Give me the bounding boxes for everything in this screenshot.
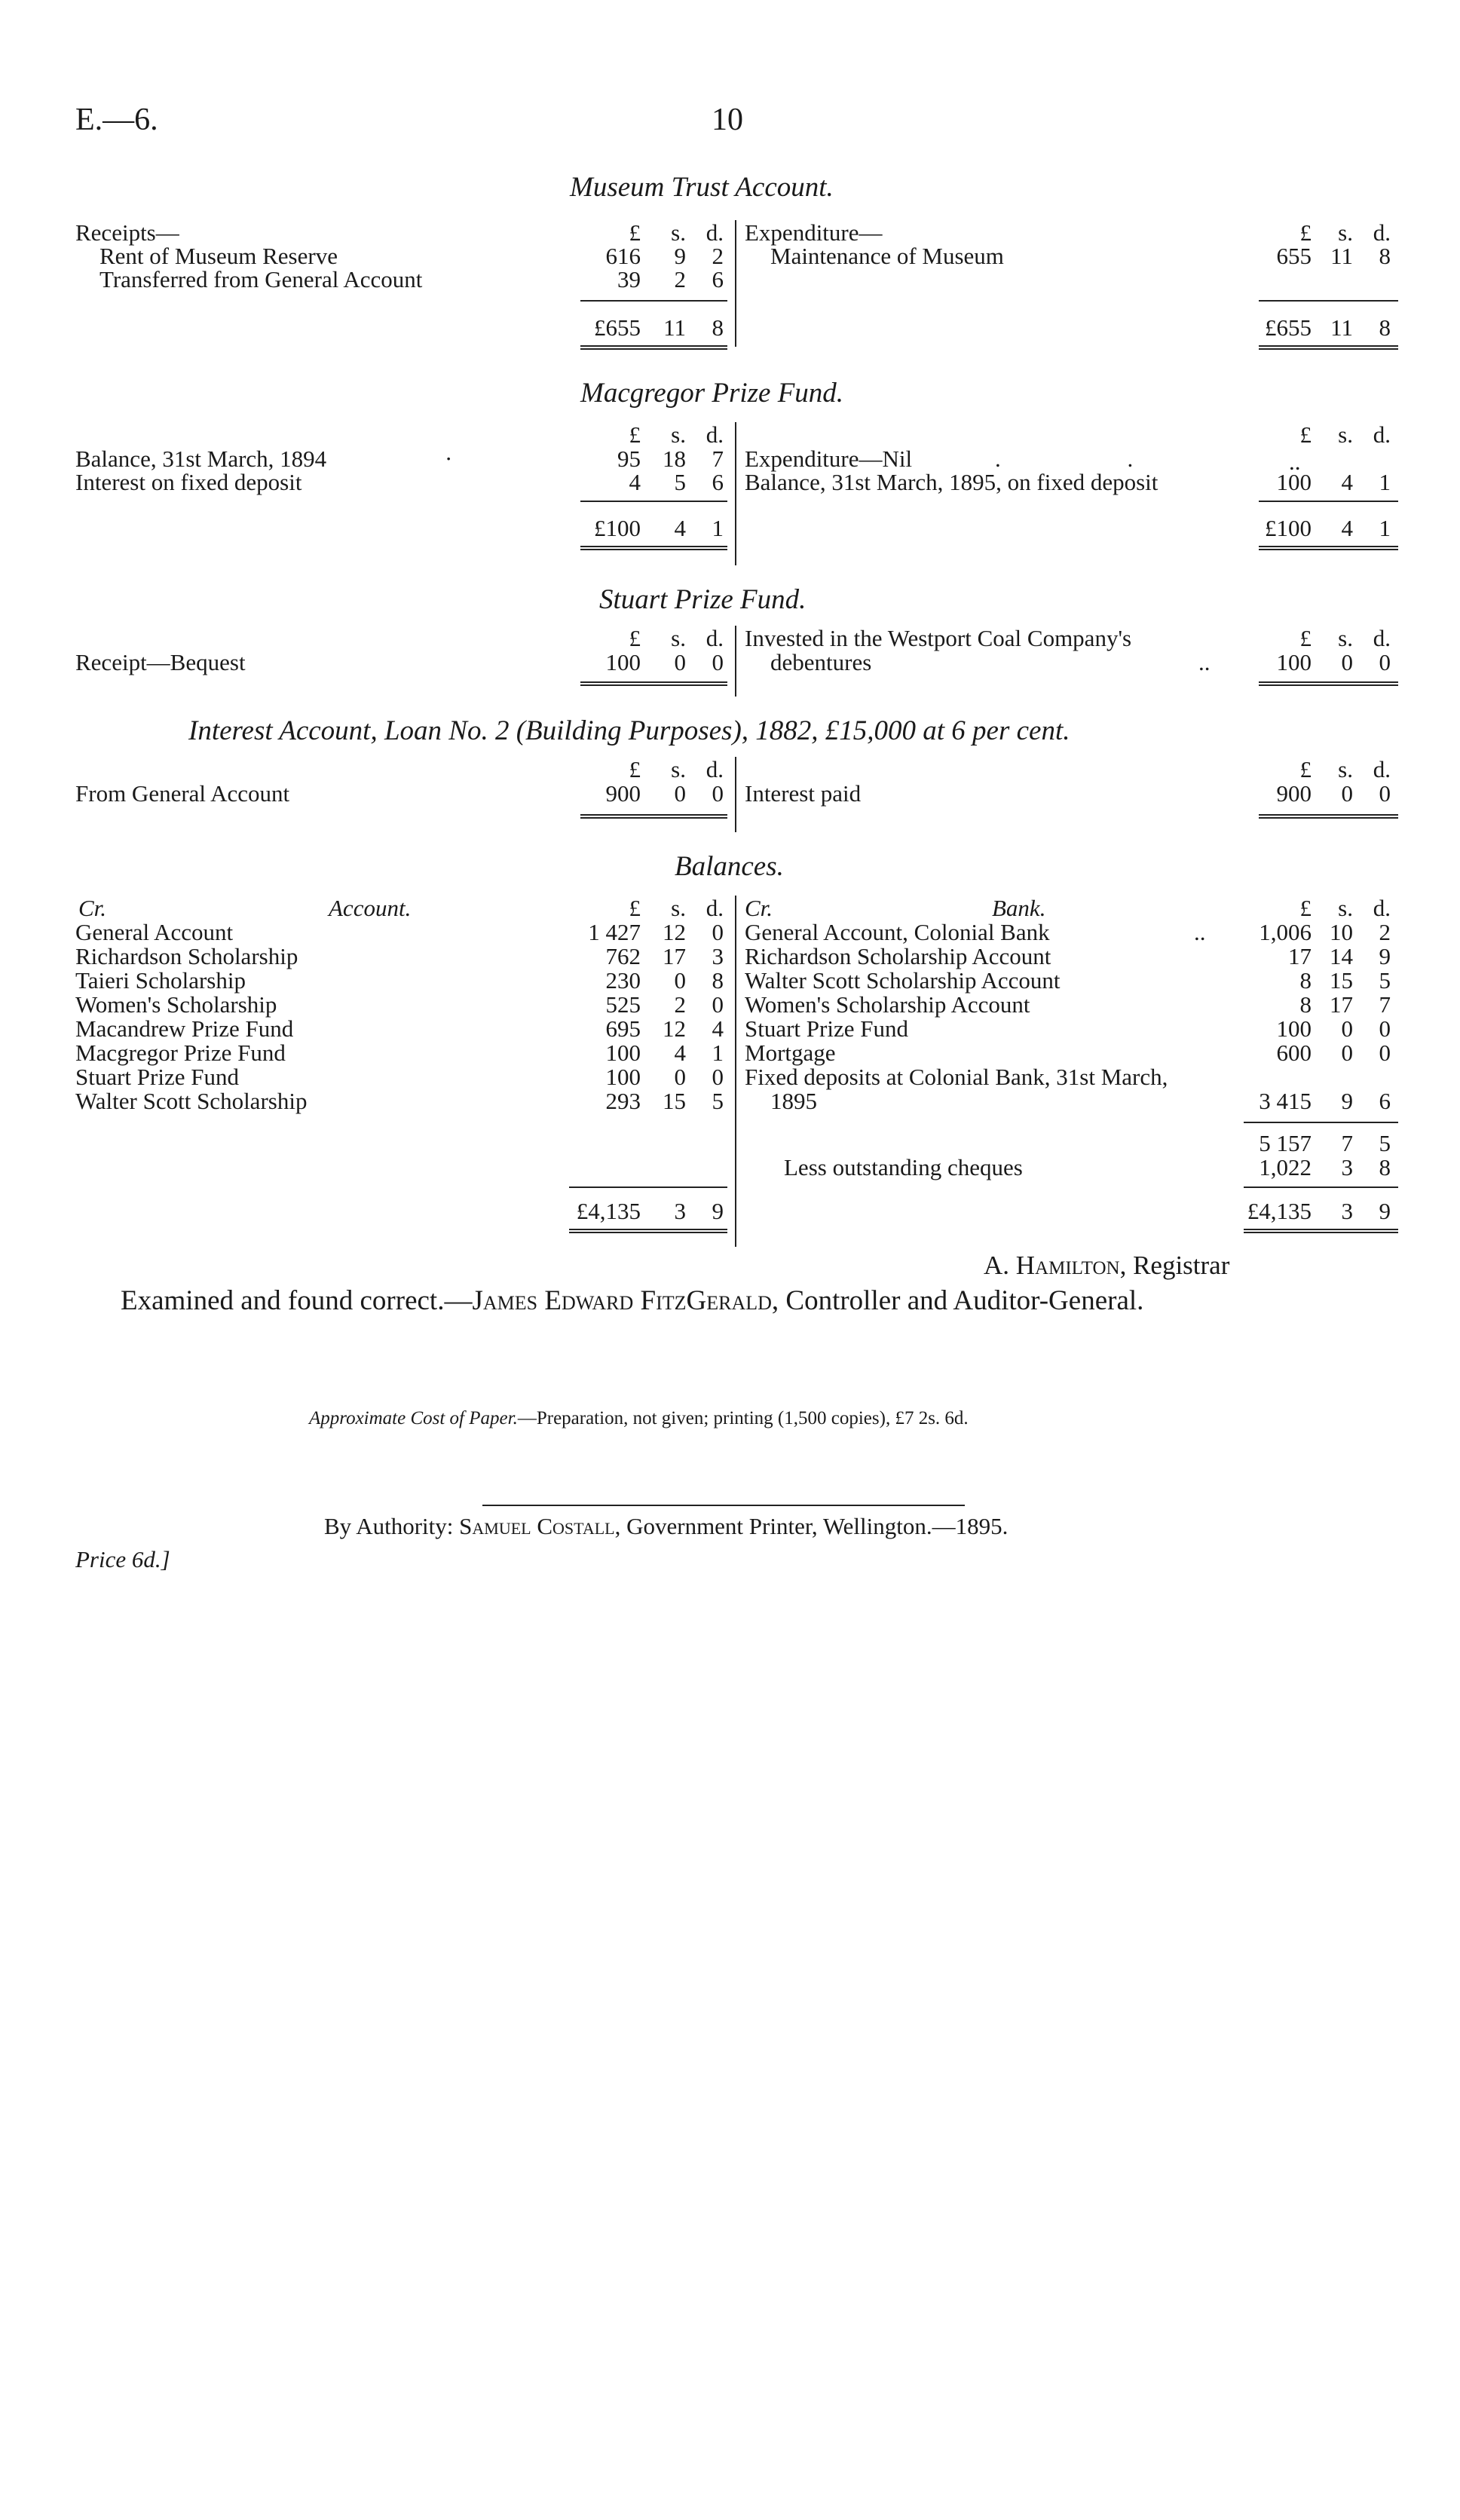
cost-label: Approximate Cost of Paper.	[309, 1408, 518, 1428]
pounds: 525	[605, 991, 641, 1018]
total-pounds: £100	[1265, 515, 1312, 541]
column-divider	[735, 757, 736, 832]
pence: 0	[712, 649, 724, 675]
list-item	[0, 944, 1460, 969]
pence: 9	[1379, 943, 1391, 969]
shilling-heading: s.	[1338, 756, 1353, 782]
pounds: 8	[1299, 991, 1312, 1018]
pounds: 900	[605, 780, 641, 807]
pence: 8	[1379, 243, 1391, 269]
total-double-rule	[580, 681, 727, 686]
credit-label: Cr.	[745, 895, 773, 921]
total-pounds: £655	[1265, 314, 1312, 341]
total-shillings: 3	[1341, 1198, 1353, 1224]
total-double-rule	[1259, 814, 1398, 819]
pounds: 762	[605, 943, 641, 969]
total-pounds: £100	[594, 515, 641, 541]
page-number: 10	[712, 103, 743, 137]
account-name: Taieri Scholarship	[75, 967, 246, 994]
investment-line-2: debentures	[770, 649, 872, 675]
total-double-rule	[1259, 681, 1398, 686]
pence-heading: d.	[1373, 421, 1391, 448]
receipts-label: Receipts—	[75, 219, 179, 246]
pence-heading: d.	[1373, 756, 1391, 782]
shillings: 0	[674, 967, 686, 994]
total-double-rule	[580, 814, 727, 819]
shillings: 15	[1330, 967, 1353, 994]
pounds: 39	[617, 266, 641, 292]
leader-dots: . .	[995, 446, 1134, 472]
shillings: 17	[1330, 991, 1353, 1018]
leader-dots: ..	[1194, 919, 1206, 945]
shillings: 14	[1330, 943, 1353, 969]
shillings: 0	[674, 1064, 686, 1090]
subtotal-shillings: 7	[1341, 1130, 1353, 1156]
pence: 4	[712, 1015, 724, 1042]
account-name: Macgregor Prize Fund	[75, 1040, 286, 1066]
section-title: Macgregor Prize Fund.	[580, 378, 844, 409]
total-double-rule	[580, 345, 727, 350]
account-name: Stuart Prize Fund	[75, 1064, 239, 1090]
pound-heading: £	[629, 625, 641, 651]
column-divider	[735, 422, 736, 565]
registrar-name: A. Hamilton,	[984, 1251, 1127, 1280]
pence: 1	[1379, 469, 1391, 495]
shillings: 0	[674, 649, 686, 675]
credit-label: Cr.	[78, 895, 107, 921]
pounds: 95	[617, 446, 641, 472]
pence: 6	[1379, 1088, 1391, 1114]
pence-heading: d.	[706, 625, 724, 651]
shillings: 11	[1330, 243, 1353, 269]
audit-statement	[121, 1285, 1143, 1317]
pounds: 616	[605, 243, 641, 269]
shillings: 4	[1341, 469, 1353, 495]
pounds: 230	[605, 967, 641, 994]
receipt-label: Rent of Museum Reserve	[99, 243, 338, 269]
receipt-label: Interest on fixed deposit	[75, 469, 302, 495]
pounds: 100	[605, 1040, 641, 1066]
pounds: 8	[1299, 967, 1312, 994]
subtotal-pounds: 5 157	[1259, 1130, 1312, 1156]
sum-rule	[1244, 1122, 1398, 1123]
account-name: General Account	[75, 919, 234, 945]
sum-rule	[1259, 501, 1398, 502]
expenditure-item: Expenditure—Nil	[745, 446, 913, 472]
pound-heading: £	[1299, 756, 1312, 782]
shillings: 0	[1341, 780, 1353, 807]
total-pence: 8	[1379, 314, 1391, 341]
section-title: Stuart Prize Fund.	[599, 584, 807, 615]
leader-dot: ·	[445, 446, 453, 472]
shillings: 5	[674, 469, 686, 495]
pence: 0	[712, 919, 724, 945]
pence: 6	[712, 266, 724, 292]
pound-heading: £	[629, 421, 641, 448]
printer-imprint	[324, 1514, 1008, 1539]
bank-heading: Bank.	[992, 895, 1046, 921]
pounds: 100	[605, 1064, 641, 1090]
pence: 0	[1379, 1015, 1391, 1042]
pounds: 695	[605, 1015, 641, 1042]
sum-rule	[580, 300, 727, 302]
document-reference: E.—6.	[75, 103, 158, 137]
pence-heading: d.	[706, 895, 724, 921]
shillings: 10	[1330, 919, 1353, 945]
pence: 2	[1379, 919, 1391, 945]
total-shillings: 4	[674, 515, 686, 541]
pence: 0	[1379, 780, 1391, 807]
printer-name: Samuel Costall,	[459, 1513, 621, 1539]
pence: 8	[712, 967, 724, 994]
shillings: 12	[663, 919, 686, 945]
shillings: 3	[1341, 1154, 1353, 1180]
expenditure-item: Balance, 31st March, 1895, on fixed deposit	[745, 469, 1159, 495]
expenditure-item: Maintenance of Museum	[770, 243, 1004, 269]
bank-account-name: General Account, Colonial Bank	[745, 919, 1050, 945]
audit-lead: Examined and found correct.—	[121, 1285, 473, 1316]
pounds: 900	[1276, 780, 1312, 807]
shilling-heading: s.	[1338, 895, 1353, 921]
total-double-rule	[569, 1229, 727, 1233]
pence-heading: d.	[706, 219, 724, 246]
subtotal-pence: 5	[1379, 1130, 1391, 1156]
list-item	[0, 1089, 735, 1113]
section-title: Balances.	[675, 851, 784, 882]
expenditure-label: Expenditure—	[745, 219, 883, 246]
less-outstanding-label: Less outstanding cheques	[784, 1154, 1023, 1180]
printer-details: Government Printer, Wellington.—1895.	[626, 1513, 1009, 1539]
shillings: 12	[663, 1015, 686, 1042]
total-double-rule	[1259, 345, 1398, 350]
bank-account-name: Women's Scholarship Account	[745, 991, 1030, 1018]
section-title: Interest Account, Loan No. 2 (Building Purposes), 1882, £15,000 at 6 per cent.	[188, 715, 1070, 746]
pound-heading: £	[629, 219, 641, 246]
pence: 7	[712, 446, 724, 472]
bank-account-name: Walter Scott Scholarship Account	[745, 967, 1061, 994]
total-pence: 1	[712, 515, 724, 541]
account-name: Women's Scholarship	[75, 991, 277, 1018]
shillings: 18	[663, 446, 686, 472]
shillings: 9	[674, 243, 686, 269]
list-item	[0, 1016, 1460, 1041]
registrar-role: Registrar	[1133, 1251, 1230, 1280]
pence: 7	[1379, 991, 1391, 1018]
bank-account-name: Richardson Scholarship Account	[745, 943, 1051, 969]
total-double-rule	[1244, 1229, 1398, 1233]
shillings: 0	[674, 780, 686, 807]
fixed-deposit-label: Fixed deposits at Colonial Bank, 31st March,	[745, 1064, 1168, 1090]
fixed-deposit-year: 1895	[770, 1088, 817, 1114]
pence-heading: d.	[706, 756, 724, 782]
pence: 0	[1379, 649, 1391, 675]
total-pence: 8	[712, 314, 724, 341]
total-shillings: 3	[674, 1198, 686, 1224]
sum-rule	[1244, 1187, 1398, 1188]
cost-text: —Preparation, not given; printing (1,500 copies), £7 2s. 6d.	[517, 1408, 969, 1428]
account-name: Macandrew Prize Fund	[75, 1015, 294, 1042]
pounds: 100	[1276, 1015, 1312, 1042]
pence: 0	[1379, 1040, 1391, 1066]
pound-heading: £	[629, 756, 641, 782]
pound-heading: £	[1299, 219, 1312, 246]
pence: 8	[1379, 1154, 1391, 1180]
registrar-signature	[984, 1251, 1229, 1280]
leader-dots: ..	[1198, 649, 1211, 675]
imprint-rule	[482, 1505, 965, 1506]
total-pence: 9	[1379, 1198, 1391, 1224]
pence: 3	[712, 943, 724, 969]
sum-rule	[569, 1187, 727, 1188]
pounds: 1,006	[1259, 919, 1312, 945]
list-item	[0, 992, 1460, 1017]
shilling-heading: s.	[1338, 421, 1353, 448]
pounds: 1,022	[1259, 1154, 1312, 1180]
shilling-heading: s.	[671, 625, 686, 651]
shillings: 2	[674, 991, 686, 1018]
pence: 0	[712, 991, 724, 1018]
auditor-name: James Edward FitzGerald,	[472, 1285, 779, 1316]
pence-heading: d.	[1373, 895, 1391, 921]
pounds: 655	[1276, 243, 1312, 269]
pence: 6	[712, 469, 724, 495]
total-double-rule	[580, 546, 727, 550]
pence-heading: d.	[1373, 625, 1391, 651]
pounds: 17	[1288, 943, 1312, 969]
list-item	[0, 920, 1460, 945]
pence: 1	[712, 1040, 724, 1066]
sum-rule	[580, 501, 727, 502]
shilling-heading: s.	[671, 895, 686, 921]
total-pence: 1	[1379, 515, 1391, 541]
pence: 2	[712, 243, 724, 269]
pence-heading: d.	[1373, 219, 1391, 246]
pounds: 293	[605, 1088, 641, 1114]
total-shillings: 11	[1330, 314, 1353, 341]
receipt-label: Balance, 31st March, 1894	[75, 446, 327, 472]
account-heading: Account.	[329, 895, 412, 921]
total-shillings: 4	[1341, 515, 1353, 541]
shillings: 0	[1341, 1040, 1353, 1066]
section-title: Museum Trust Account.	[570, 172, 834, 203]
column-divider	[735, 220, 736, 347]
pounds: 100	[605, 649, 641, 675]
pence: 0	[712, 1064, 724, 1090]
shilling-heading: s.	[671, 421, 686, 448]
nil-marker: ..	[1289, 449, 1301, 475]
receipt-label: Receipt—Bequest	[75, 649, 246, 675]
pound-heading: £	[1299, 421, 1312, 448]
shillings: 0	[1341, 649, 1353, 675]
shillings: 2	[674, 266, 686, 292]
investment-line-1: Invested in the Westport Coal Company's	[745, 625, 1132, 651]
pence: 0	[712, 780, 724, 807]
pounds: 1 427	[588, 919, 641, 945]
shillings: 15	[663, 1088, 686, 1114]
auditor-title: Controller and Auditor-General.	[785, 1285, 1144, 1316]
total-pounds: £655	[594, 314, 641, 341]
shilling-heading: s.	[1338, 219, 1353, 246]
receipt-label: From General Account	[75, 780, 290, 807]
shilling-heading: s.	[671, 756, 686, 782]
total-double-rule	[1259, 546, 1398, 550]
sum-rule	[1259, 300, 1398, 302]
shillings: 4	[674, 1040, 686, 1066]
shillings: 17	[663, 943, 686, 969]
list-item	[0, 1064, 735, 1089]
pounds: 600	[1276, 1040, 1312, 1066]
pound-heading: £	[1299, 625, 1312, 651]
pounds: 100	[1276, 469, 1312, 495]
pence-heading: d.	[706, 421, 724, 448]
shillings: 0	[1341, 1015, 1353, 1042]
list-item	[0, 968, 1460, 993]
total-pounds: £4,135	[576, 1198, 641, 1224]
total-pounds: £4,135	[1247, 1198, 1312, 1224]
total-pence: 9	[712, 1198, 724, 1224]
shilling-heading: s.	[671, 219, 686, 246]
bank-account-name: Mortgage	[745, 1040, 836, 1066]
column-divider	[735, 626, 736, 697]
pounds: 3 415	[1259, 1088, 1312, 1114]
total-shillings: 11	[663, 314, 686, 341]
list-item	[0, 1040, 1460, 1065]
pounds: 100	[1276, 649, 1312, 675]
account-name: Walter Scott Scholarship	[75, 1088, 308, 1114]
pound-heading: £	[629, 895, 641, 921]
price: Price 6d.]	[75, 1546, 170, 1572]
bank-account-name: Stuart Prize Fund	[745, 1015, 908, 1042]
pounds: 4	[629, 469, 641, 495]
cost-note	[309, 1408, 969, 1429]
expenditure-item: Interest paid	[745, 780, 862, 807]
pound-heading: £	[1299, 895, 1312, 921]
receipt-label: Transferred from General Account	[99, 266, 423, 292]
shillings: 9	[1341, 1088, 1353, 1114]
shilling-heading: s.	[1338, 625, 1353, 651]
pence: 5	[712, 1088, 724, 1114]
pence: 5	[1379, 967, 1391, 994]
authority-lead: By Authority:	[324, 1513, 454, 1539]
account-name: Richardson Scholarship	[75, 943, 298, 969]
